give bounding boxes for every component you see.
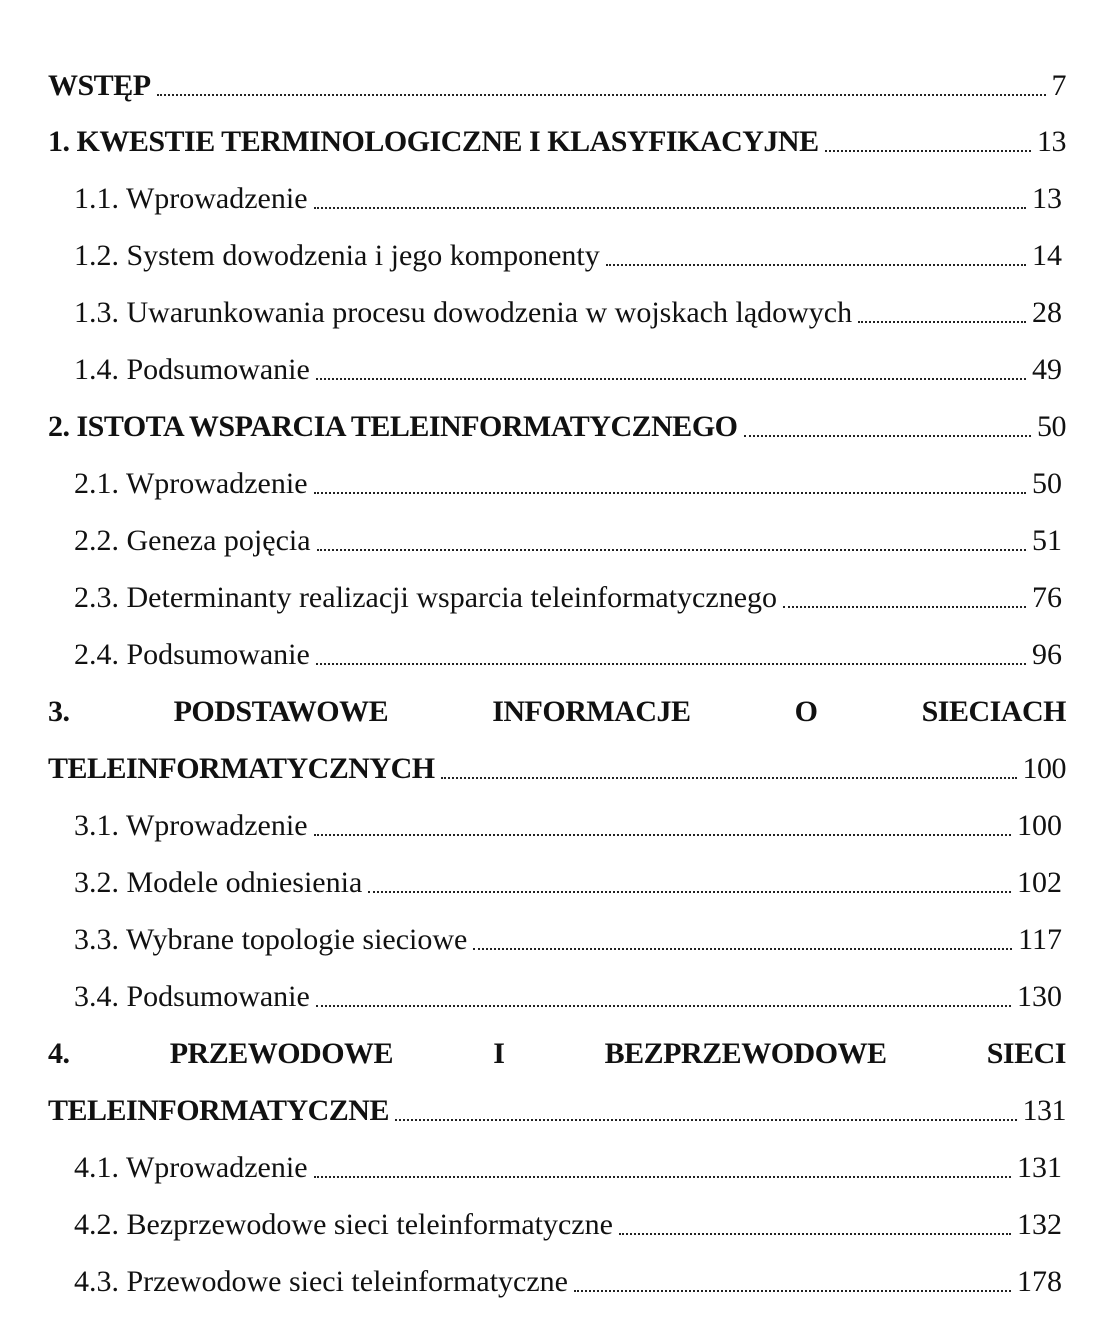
toc-entry-page: 100 xyxy=(1022,752,1066,785)
toc-entry-page: 14 xyxy=(1032,239,1062,272)
toc-entry-label: 3.3. Wybrane topologie sieciowe xyxy=(74,923,468,956)
toc-entry-page: 132 xyxy=(1017,1208,1062,1241)
dot-leader xyxy=(157,94,1046,96)
toc-entry-page: 130 xyxy=(1017,980,1062,1013)
dot-leader xyxy=(314,492,1026,494)
toc-entry-label: 2.2. Geneza pojęcia xyxy=(74,524,311,557)
toc-entry-wstep[interactable] xyxy=(48,56,1066,106)
dot-leader xyxy=(619,1233,1011,1235)
toc-entry-section-2-1[interactable] xyxy=(74,454,1062,504)
dot-leader xyxy=(316,1005,1011,1007)
toc-entry-page: 13 xyxy=(1037,125,1066,158)
toc-entry-page: 131 xyxy=(1017,1151,1062,1184)
toc-entry-section-2-4[interactable] xyxy=(74,625,1062,675)
toc-entry-section-4-1[interactable] xyxy=(74,1138,1062,1188)
toc-entry-section-3-2[interactable] xyxy=(74,853,1062,903)
dot-leader xyxy=(441,777,1017,779)
toc-heading-word: 3. xyxy=(48,695,70,728)
dot-leader xyxy=(314,1176,1011,1178)
toc-entry-chapter-2[interactable] xyxy=(48,397,1066,447)
dot-leader xyxy=(473,948,1012,950)
toc-heading-word: I xyxy=(493,1037,505,1070)
toc-entry-page: 96 xyxy=(1032,638,1062,671)
dot-leader xyxy=(783,606,1026,608)
toc-entry-section-4-2[interactable] xyxy=(74,1195,1062,1245)
toc-entry-chapter-3-line-1[interactable] xyxy=(48,682,1066,732)
toc-entry-section-2-2[interactable] xyxy=(74,511,1062,561)
toc-entry-chapter-3-line-2[interactable] xyxy=(48,739,1066,789)
toc-entry-page: 178 xyxy=(1017,1265,1062,1298)
toc-entry-label: 2.1. Wprowadzenie xyxy=(74,467,308,500)
dot-leader xyxy=(314,834,1011,836)
dot-leader xyxy=(368,891,1011,893)
toc-entry-page: 117 xyxy=(1018,923,1062,956)
toc-entry-section-3-3[interactable] xyxy=(74,910,1062,960)
toc-entry-page: 102 xyxy=(1017,866,1062,899)
toc-entry-label: 1.3. Uwarunkowania procesu dowodzenia w wojskach lądowych xyxy=(74,296,853,329)
toc-heading-word: PRZEWODOWE xyxy=(169,1037,394,1070)
toc-entry-section-1-4[interactable] xyxy=(74,340,1062,390)
toc-heading-word: SIECIACH xyxy=(921,695,1066,728)
toc-entry-label: WSTĘP xyxy=(48,69,151,102)
toc-heading-word: BEZPRZEWODOWE xyxy=(604,1037,887,1070)
toc-entry-page: 49 xyxy=(1032,353,1062,386)
toc-entry-chapter-4-line-2[interactable] xyxy=(48,1081,1066,1131)
toc-entry-label: 1.2. System dowodzenia i jego komponenty xyxy=(74,239,600,272)
toc-entry-label: 2.4. Podsumowanie xyxy=(74,638,310,671)
toc-entry-chapter-4-line-1[interactable] xyxy=(48,1024,1066,1074)
toc-entry-section-1-3[interactable] xyxy=(74,283,1062,333)
toc-entry-page: 28 xyxy=(1032,296,1062,329)
toc-entry-section-4-3[interactable] xyxy=(74,1252,1062,1302)
toc-entry-label: TELEINFORMATYCZNYCH xyxy=(48,752,435,785)
toc-entry-section-2-3[interactable] xyxy=(74,568,1062,618)
dot-leader xyxy=(395,1119,1017,1121)
dot-leader xyxy=(574,1290,1011,1292)
toc-entry-label: TELEINFORMATYCZNE xyxy=(48,1094,389,1127)
toc-entry-page: 50 xyxy=(1037,410,1066,443)
dot-leader xyxy=(744,435,1032,437)
dot-leader xyxy=(317,549,1026,551)
toc-entry-chapter-1[interactable] xyxy=(48,112,1066,162)
dot-leader xyxy=(316,663,1026,665)
toc-entry-label: 4.2. Bezprzewodowe sieci teleinformatyczne xyxy=(74,1208,613,1241)
toc-entry-label: 2.3. Determinanty realizacji wsparcia teleinformatycznego xyxy=(74,581,778,614)
toc-entry-label: 4.1. Wprowadzenie xyxy=(74,1151,308,1184)
toc-heading-word: 4. xyxy=(48,1037,70,1070)
toc-entry-page: 7 xyxy=(1051,69,1066,102)
toc-entry-page: 50 xyxy=(1032,467,1062,500)
toc-entry-page: 131 xyxy=(1022,1094,1066,1127)
toc-entry-label: 1.1. Wprowadzenie xyxy=(74,182,308,215)
dot-leader xyxy=(858,321,1026,323)
toc-heading-word: O xyxy=(794,695,818,728)
dot-leader xyxy=(825,150,1031,152)
toc-entry-section-1-1[interactable] xyxy=(74,169,1062,219)
toc-heading-word: SIECI xyxy=(986,1037,1066,1070)
toc-entry-page: 100 xyxy=(1017,809,1062,842)
toc-entry-page: 51 xyxy=(1032,524,1062,557)
dot-leader xyxy=(316,378,1026,380)
dot-leader xyxy=(314,207,1026,209)
toc-entry-section-3-4[interactable] xyxy=(74,967,1062,1017)
toc-heading-word: INFORMACJE xyxy=(492,695,691,728)
toc-entry-label: 2. ISTOTA WSPARCIA TELEINFORMATYCZNEGO xyxy=(48,410,738,443)
toc-entry-label: 3.1. Wprowadzenie xyxy=(74,809,308,842)
toc-entry-label: 1.4. Podsumowanie xyxy=(74,353,310,386)
toc-entry-section-1-2[interactable] xyxy=(74,226,1062,276)
toc-heading-word: PODSTAWOWE xyxy=(173,695,389,728)
toc-entry-page: 76 xyxy=(1032,581,1062,614)
toc-entry-page: 13 xyxy=(1032,182,1062,215)
toc-entry-label: 3.4. Podsumowanie xyxy=(74,980,310,1013)
toc-entry-label: 1. KWESTIE TERMINOLOGICZNE I KLASYFIKACYJNE xyxy=(48,125,819,158)
dot-leader xyxy=(606,264,1026,266)
toc-entry-label: 4.3. Przewodowe sieci teleinformatyczne xyxy=(74,1265,568,1298)
toc-entry-label: 3.2. Modele odniesienia xyxy=(74,866,363,899)
toc-entry-section-3-1[interactable] xyxy=(74,796,1062,846)
